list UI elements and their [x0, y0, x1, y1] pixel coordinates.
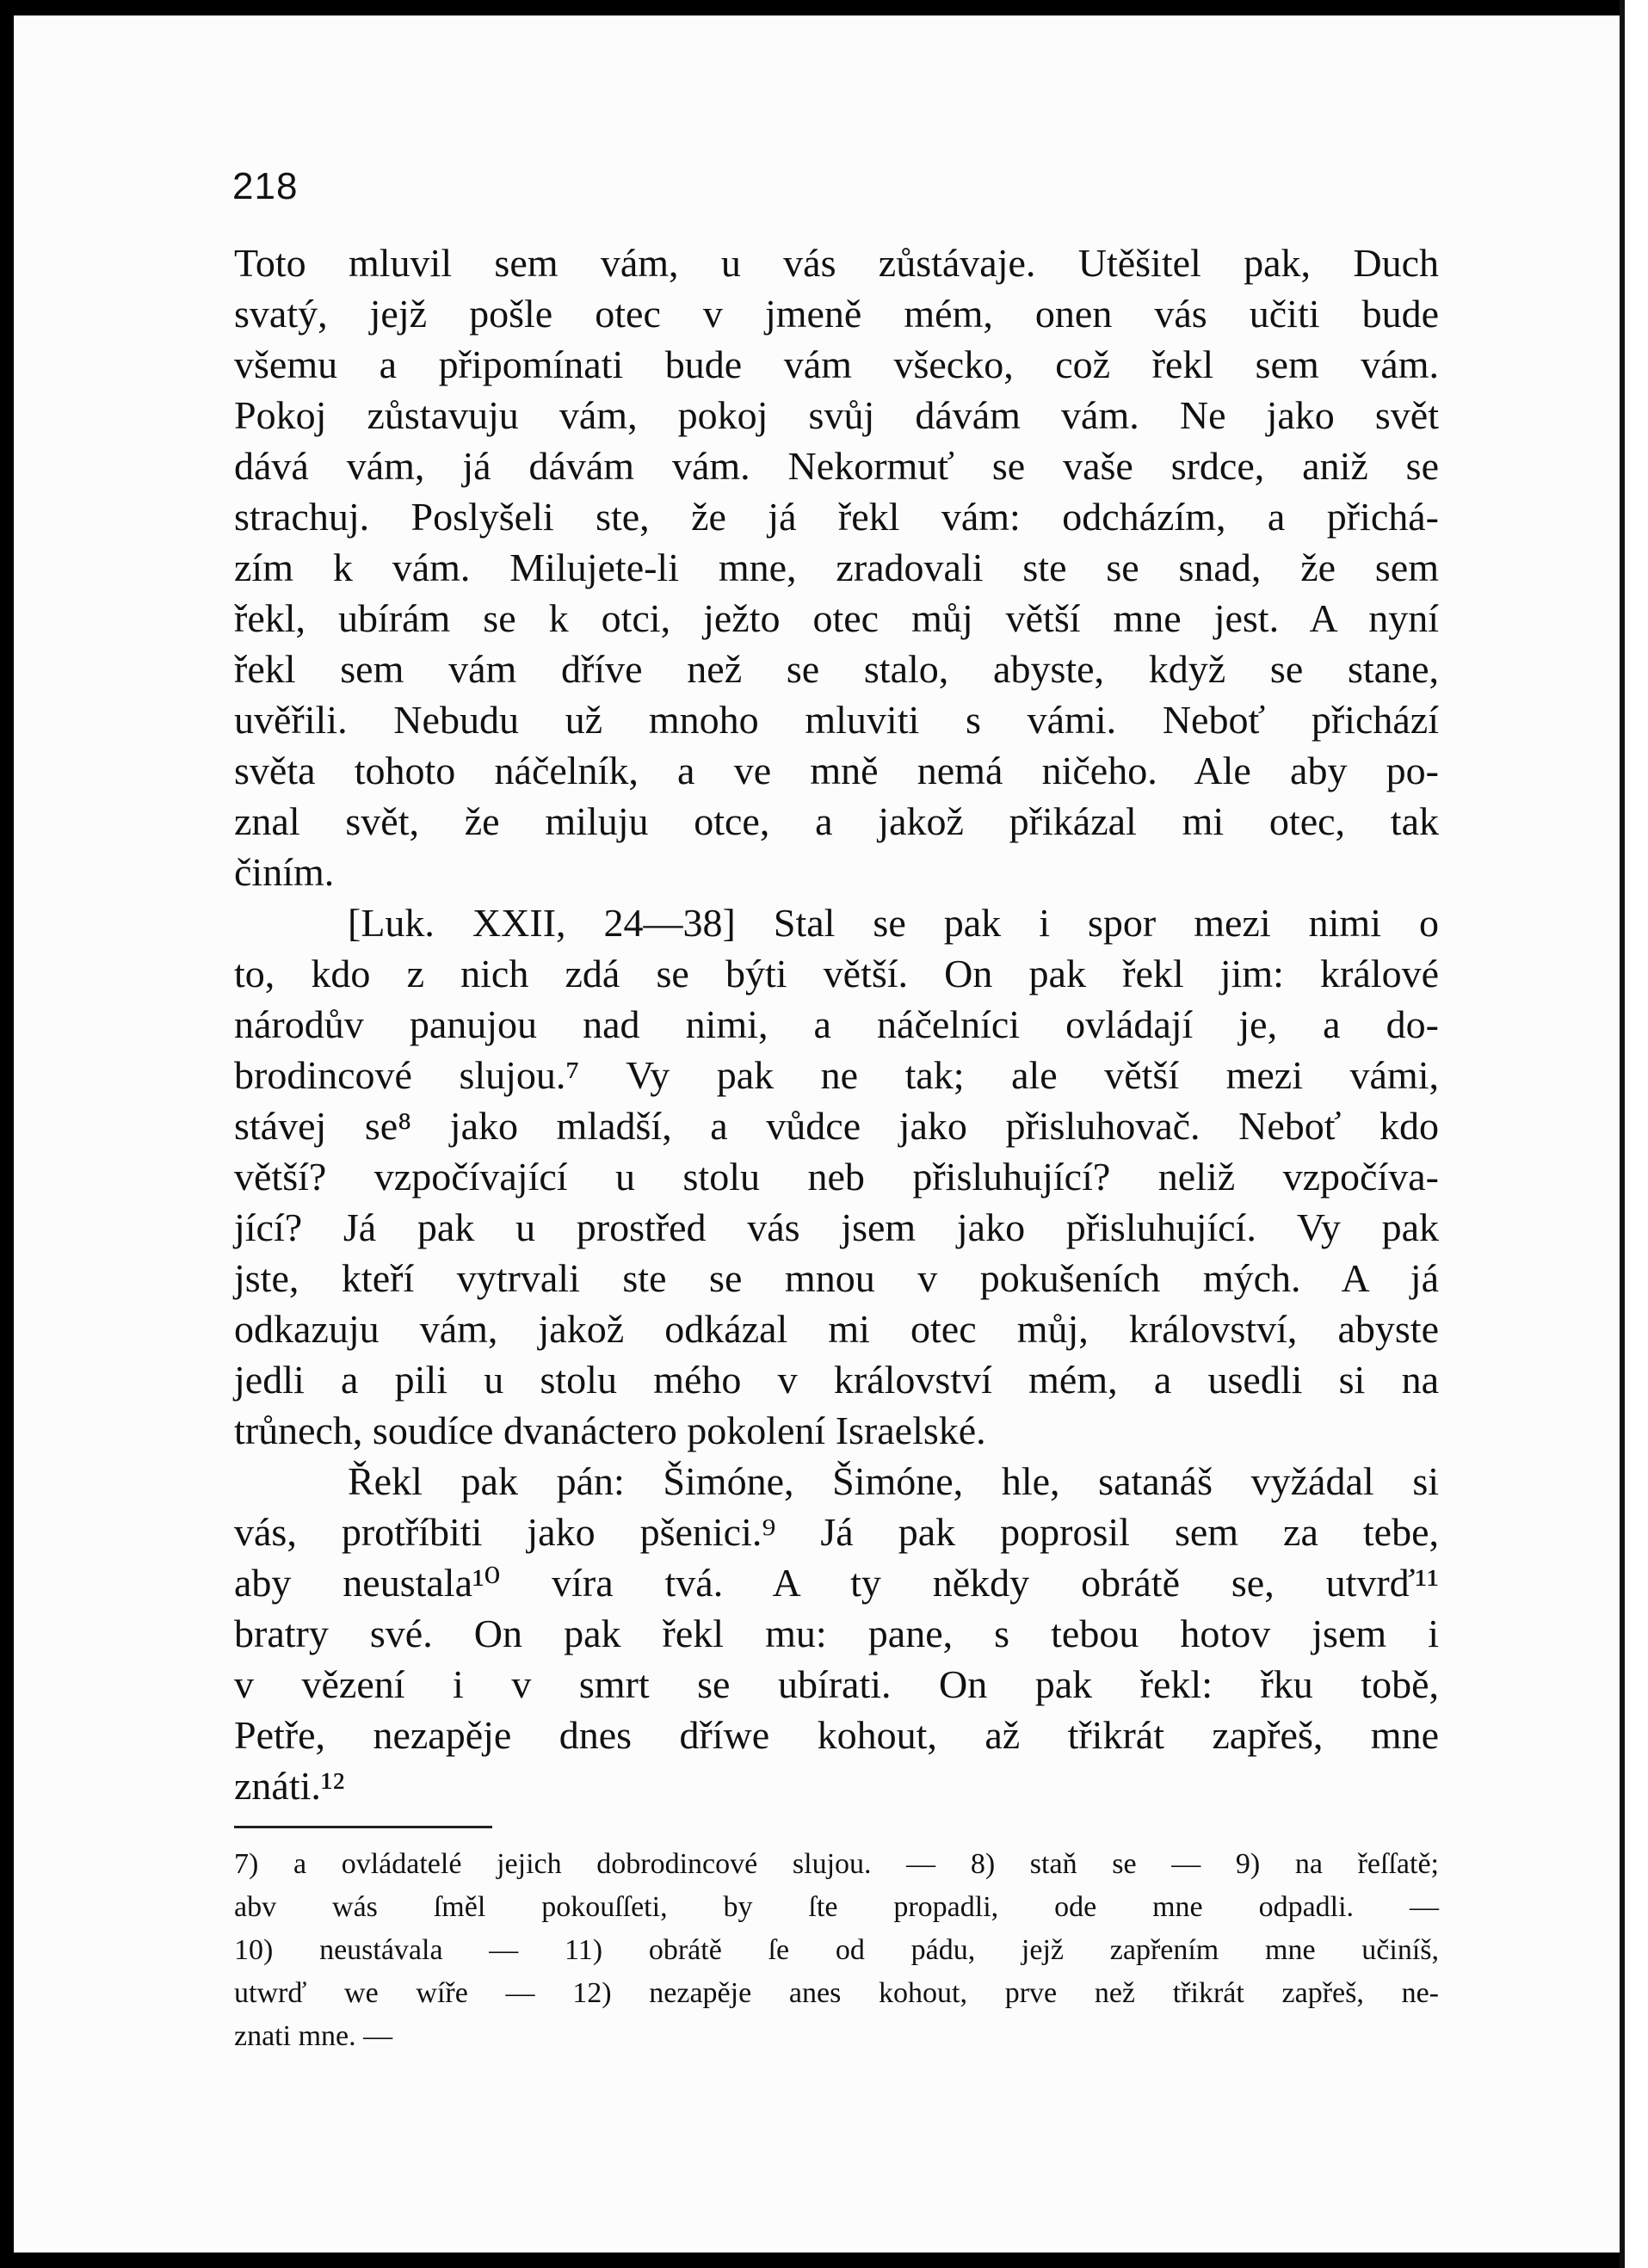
body-text	[234, 237, 1439, 1811]
text-line: odkazuju vám, jakož odkázal mi otec můj, království, abyste	[234, 1307, 1439, 1351]
footnote-rule	[234, 1826, 492, 1828]
text-line: řekl sem vám dříve než se stalo, abyste, když se stane,	[234, 647, 1439, 691]
text-line: znáti.¹²	[234, 1764, 345, 1808]
text-line: všemu a připomínati bude vám všecko, což řekl sem vám.	[234, 342, 1439, 386]
text-line: světa tohoto náčelník, a ve mně nemá ničeho. Ale aby po-	[234, 749, 1439, 792]
text-line: brodincové slujou.⁷ Vy pak ne tak; ale větší mezi vámi,	[234, 1053, 1439, 1097]
text-line: bratry své. On pak řekl mu: pane, s tebou hotov jsem i	[234, 1612, 1439, 1655]
text-line: uvěřili. Nebudu už mnoho mluviti s vámi. Neboť přichází	[234, 698, 1439, 742]
text-line: aby neustala¹⁰ víra tvá. A ty někdy obrátě se, utvrď¹¹	[234, 1561, 1439, 1605]
text-line: zím k vám. Milujete-li mne, zradovali ste se snad, že sem	[234, 545, 1439, 589]
text-line: činím.	[234, 850, 335, 894]
footnote-line: znati mne. —	[234, 2020, 393, 2052]
text-line: svatý, jejž pošle otec v jmeně mém, onen vás učiti bude	[234, 292, 1439, 336]
page-edge	[1620, 0, 1648, 2268]
text-line: jste, kteří vytrvali ste se mnou v pokušeních mých. A já	[234, 1256, 1439, 1300]
text-line: stávej se⁸ jako mladší, a vůdce jako přisluhovač. Neboť kdo	[234, 1104, 1439, 1148]
text-line: dává vám, já dávám vám. Nekormuť se vaše srdce, aniž se	[234, 444, 1439, 488]
text-line: v vězení i v smrt se ubírati. On pak řekl: řku tobě,	[234, 1662, 1439, 1706]
text-line: strachuj. Poslyšeli ste, že já řekl vám: odcházím, a přichá-	[234, 495, 1439, 539]
footnote-line: abv wás ſměl pokouſſeti, by ſte propadli, ode mne odpadli. —	[234, 1891, 1439, 1923]
text-line: Pokoj zůstavuju vám, pokoj svůj dávám vám. Ne jako svět	[234, 393, 1439, 437]
text-line: řekl, ubírám se k otci, ježto otec můj větší mne jest. A nyní	[234, 596, 1439, 640]
text-line: trůnech, soudíce dvanáctero pokolení Israelské.	[234, 1408, 986, 1452]
footnote-line: utwrď we wíře — 12) nezapěje anes kohout, prve než třikrát zapřeš, ne-	[234, 1977, 1439, 2009]
text-line: národův panujou nad nimi, a náčelníci ovládají je, a do-	[234, 1002, 1439, 1046]
text-line: jedli a pili u stolu mého v království mém, a usedli si na	[234, 1358, 1439, 1402]
text-line: jící? Já pak u prostřed vás jsem jako přisluhující. Vy pak	[234, 1205, 1439, 1249]
text-line: znal svět, že miluju otce, a jakož přikázal mi otec, tak	[234, 799, 1439, 843]
text-line: Petře, nezapěje dnes dříwe kohout, až třikrát zapřeš, mne	[234, 1713, 1439, 1757]
footnote-line: 10) neustávala — 11) obrátě ſe od pádu, jejž zapřením mne učiníš,	[234, 1934, 1439, 1966]
text-line: Řekl pak pán: Šimóne, Šimóne, hle, satanáš vyžádal si	[348, 1459, 1439, 1503]
text-line: to, kdo z nich zdá se býti větší. On pak řekl jim: králové	[234, 952, 1439, 995]
text-line: vás, protříbiti jako pšenici.⁹ Já pak poprosil sem za tebe,	[234, 1510, 1439, 1554]
footnote-line: 7) a ovládatelé jejich dobrodincové slujou. — 8) staň se — 9) na řeſſatě;	[234, 1848, 1439, 1880]
text-line: větší? vzpočívající u stolu neb přisluhující? neliž vzpočíva-	[234, 1155, 1439, 1199]
page-number: 218	[232, 165, 299, 207]
text-line: [Luk. XXII, 24—38] Stal se pak i spor mezi nimi o	[348, 901, 1439, 945]
text-line: Toto mluvil sem vám, u vás zůstávaje. Utěšitel pak, Duch	[234, 241, 1439, 285]
